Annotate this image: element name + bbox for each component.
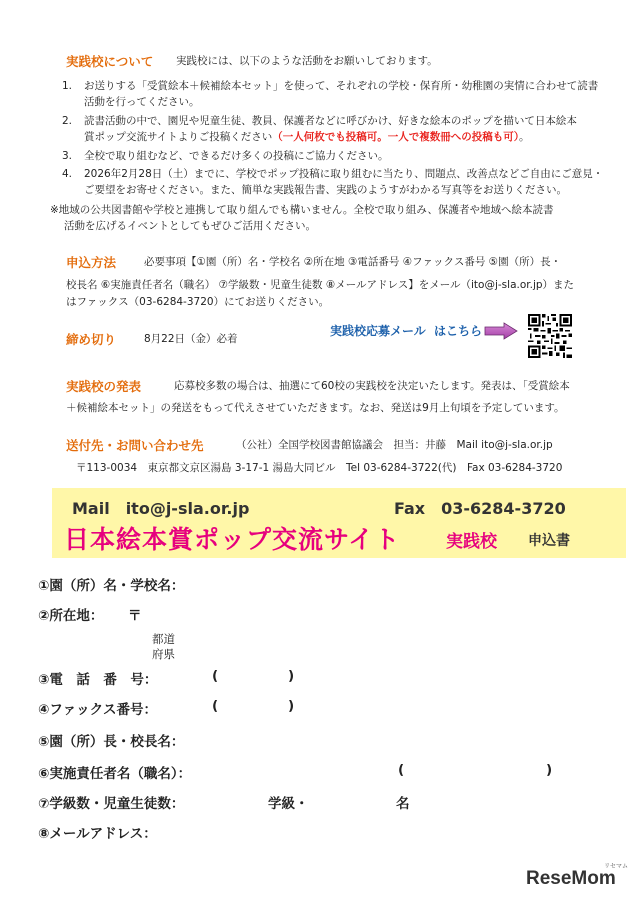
list-item-text: 2026年2月28日（土）までに、学校でポップ投稿に取り組むに当たり、問題点、改善点などご自由にご意見・ xyxy=(84,168,604,180)
form-principal-label: ⑤園（所）長・校長名： xyxy=(38,734,185,750)
resemom-logo: ReseMom xyxy=(526,868,616,889)
section2-line: 必要事項【①園（所）名・学校名 ②所在地 ③電話番号 ④ファックス番号 ⑤園（所）長・ xyxy=(144,256,562,268)
list-item-text: お送りする「受賞絵本＋候補絵本セット」を使って、それぞれの学校・保育所・幼稚園の実情に合わせて読書 xyxy=(84,80,599,92)
form-phone-paren-close: ) xyxy=(288,668,295,684)
apply-mail-suffix[interactable]: はこちら xyxy=(433,324,482,338)
application-banner xyxy=(52,488,626,558)
list-item-2 xyxy=(62,113,577,145)
note-line: 活動を広げるイベントとしてもぜひご活用ください。 xyxy=(64,220,316,232)
section3-line: ＋候補絵本セット」の発送をもって代えさせていただきます。なお、発送は9月上旬頃を予定しています。 xyxy=(66,402,565,414)
highlight-note: （一人何枚でも投稿可。一人で複数冊への投稿も可） xyxy=(272,131,520,143)
form-postal-mark: 〒 xyxy=(128,608,142,624)
banner-form: 申込書 xyxy=(528,533,570,549)
arrow-right-icon xyxy=(484,322,518,340)
list-item-3 xyxy=(62,148,389,164)
form-classes-label: ⑦学級数・児童生徒数： xyxy=(38,796,185,812)
contact-address: 〒113-0034 東京都文京区湯島 3-17-1 湯島大同ビル Tel 03-6284-3722(代) Fax 03-6284-3720 xyxy=(76,462,563,474)
list-item-4 xyxy=(62,166,603,198)
list-item-number: 4. xyxy=(62,168,73,180)
list-item-text: 活動を行ってください。 xyxy=(84,96,200,108)
resemom-logo-small: リセマム xyxy=(604,863,628,870)
list-item-tail: 。 xyxy=(519,131,530,143)
form-fax-paren-open: ( xyxy=(212,698,219,714)
deadline-heading: 締め切り xyxy=(66,332,117,347)
deadline-text: 8月22日（金）必着 xyxy=(144,333,238,345)
list-item-number: 1. xyxy=(62,80,73,92)
section1-note xyxy=(50,202,554,234)
list-item-text: 賞ポップ交流サイトよりご投稿ください xyxy=(84,131,273,143)
form-person-paren-open: ( xyxy=(398,762,405,778)
section3-heading: 実践校の発表 xyxy=(66,379,142,394)
form-fax-paren-close: ) xyxy=(288,698,295,714)
form-address-label: ②所在地： xyxy=(38,608,104,624)
section1-heading: 実践校について xyxy=(66,54,154,69)
form-person-label: ⑥実施責任者名（職名）： xyxy=(38,766,192,782)
form-person-paren-close: ) xyxy=(546,762,553,778)
section2-line: 校長名 ⑥実施責任者名（職名） ⑦学級数・児童生徒数 ⑧メールアドレス】をメール（ito@j-sla.or.jp）また xyxy=(66,279,575,291)
form-phone-label: ③電 話 番 号： xyxy=(38,672,158,688)
apply-mail-label[interactable]: 実践校応募メール xyxy=(330,324,426,338)
form-class-unit: 学級・ xyxy=(268,796,309,812)
form-phone-paren-open: ( xyxy=(212,668,219,684)
form-student-unit: 名 xyxy=(396,796,410,812)
qr-code-icon[interactable] xyxy=(528,314,572,358)
list-item-text: 読書活動の中で、園児や児童生徒、教員、保護者などに呼びかけ、好きな絵本のポップを描いて日本絵本 xyxy=(84,115,577,127)
list-item-number: 3. xyxy=(62,150,73,162)
form-school-label: ①園（所）名・学校名： xyxy=(38,578,185,594)
contact-org: （公社）全国学校図書館協議会 担当：井藤 Mail ito@j-sla.or.jp xyxy=(236,439,553,451)
list-item-text: ご要望をお寄せください。また、簡単な実践報告書、実践のようすがわかる写真等をお送りください。 xyxy=(84,184,567,196)
list-item-number: 2. xyxy=(62,115,73,127)
section2-heading: 申込方法 xyxy=(66,255,117,270)
banner-sub: 実践校 xyxy=(446,532,497,552)
section1-intro: 実践校には、以下のような活動をお願いしております。 xyxy=(176,55,438,67)
banner-title: 日本絵本賞ポップ交流サイト xyxy=(64,525,401,554)
form-fax-label: ④ファックス番号： xyxy=(38,702,158,718)
contact-heading: 送付先・お問い合わせ先 xyxy=(66,438,204,453)
form-pref-line2: 府県 xyxy=(152,647,175,661)
list-item-1 xyxy=(62,78,598,110)
note-line: ※地域の公共図書館や学校と連携して取り組んでも構いません。全校で取り組み、保護者や地域へ絵本読書 xyxy=(50,204,554,216)
section3-line: 応募校多数の場合は、抽選にて60校の実践校を決定いたします。発表は、「受賞絵本 xyxy=(174,380,570,392)
banner-mail: Mail ito@j-sla.or.jp xyxy=(72,499,250,518)
apply-mail-link[interactable] xyxy=(330,322,482,339)
section2-line: はファックス（03-6284-3720）にてお送りください。 xyxy=(66,296,330,308)
list-item-text: 全校で取り組むなど、できるだけ多くの投稿にご協力ください。 xyxy=(84,150,389,162)
banner-fax: Fax 03-6284-3720 xyxy=(394,499,566,518)
form-email-label: ⑧メールアドレス： xyxy=(38,826,157,842)
form-pref-line1: 都道 xyxy=(152,632,175,646)
